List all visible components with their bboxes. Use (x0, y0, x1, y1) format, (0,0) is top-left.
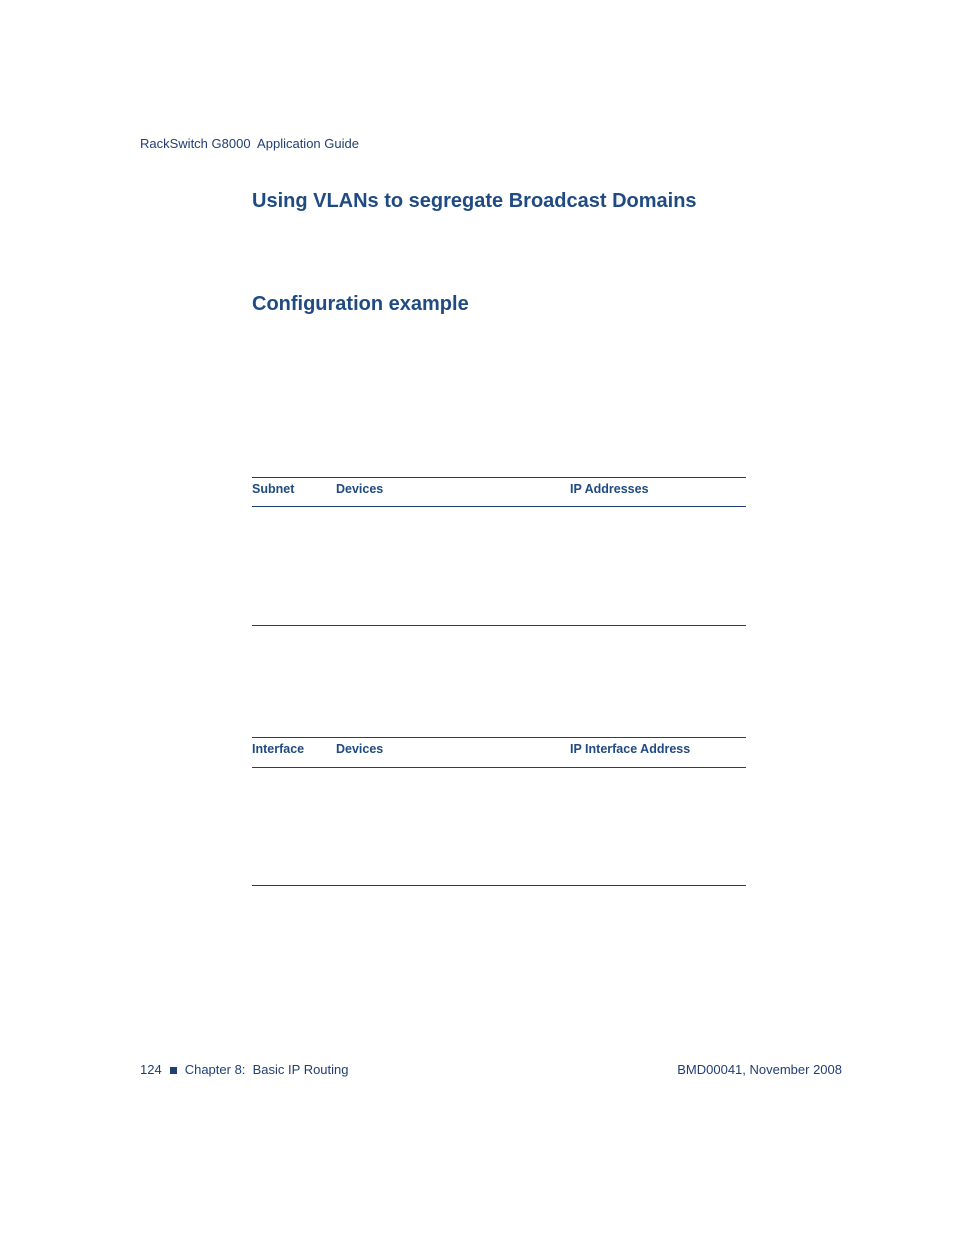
column-header-ip-addresses: IP Addresses (570, 482, 649, 496)
table-top-rule (252, 477, 746, 478)
column-header-ip-interface-address: IP Interface Address (570, 742, 691, 756)
square-bullet-icon (170, 1067, 177, 1074)
column-header-interface: Interface (252, 742, 305, 756)
page-number: 124 (140, 1062, 162, 1077)
running-header: RackSwitch G8000 Application Guide (140, 136, 359, 151)
section-heading-config-example: Configuration example (252, 293, 469, 315)
footer-left (140, 1062, 349, 1077)
table-top-rule (252, 737, 746, 738)
table-header-rule (252, 767, 746, 768)
chapter-title: Chapter 8: Basic IP Routing (184, 1062, 349, 1077)
column-header-subnet: Subnet (252, 482, 295, 496)
document-id: BMD00041, November 2008 (677, 1062, 842, 1077)
subnet-table (252, 477, 746, 627)
table-bottom-rule (252, 885, 746, 886)
column-header-devices: Devices (336, 742, 384, 756)
table-bottom-rule (252, 625, 746, 626)
section-heading-vlans: Using VLANs to segregate Broadcast Domains (252, 190, 697, 212)
column-header-devices: Devices (336, 482, 384, 496)
interface-table (252, 737, 746, 887)
table-header-rule (252, 506, 746, 507)
